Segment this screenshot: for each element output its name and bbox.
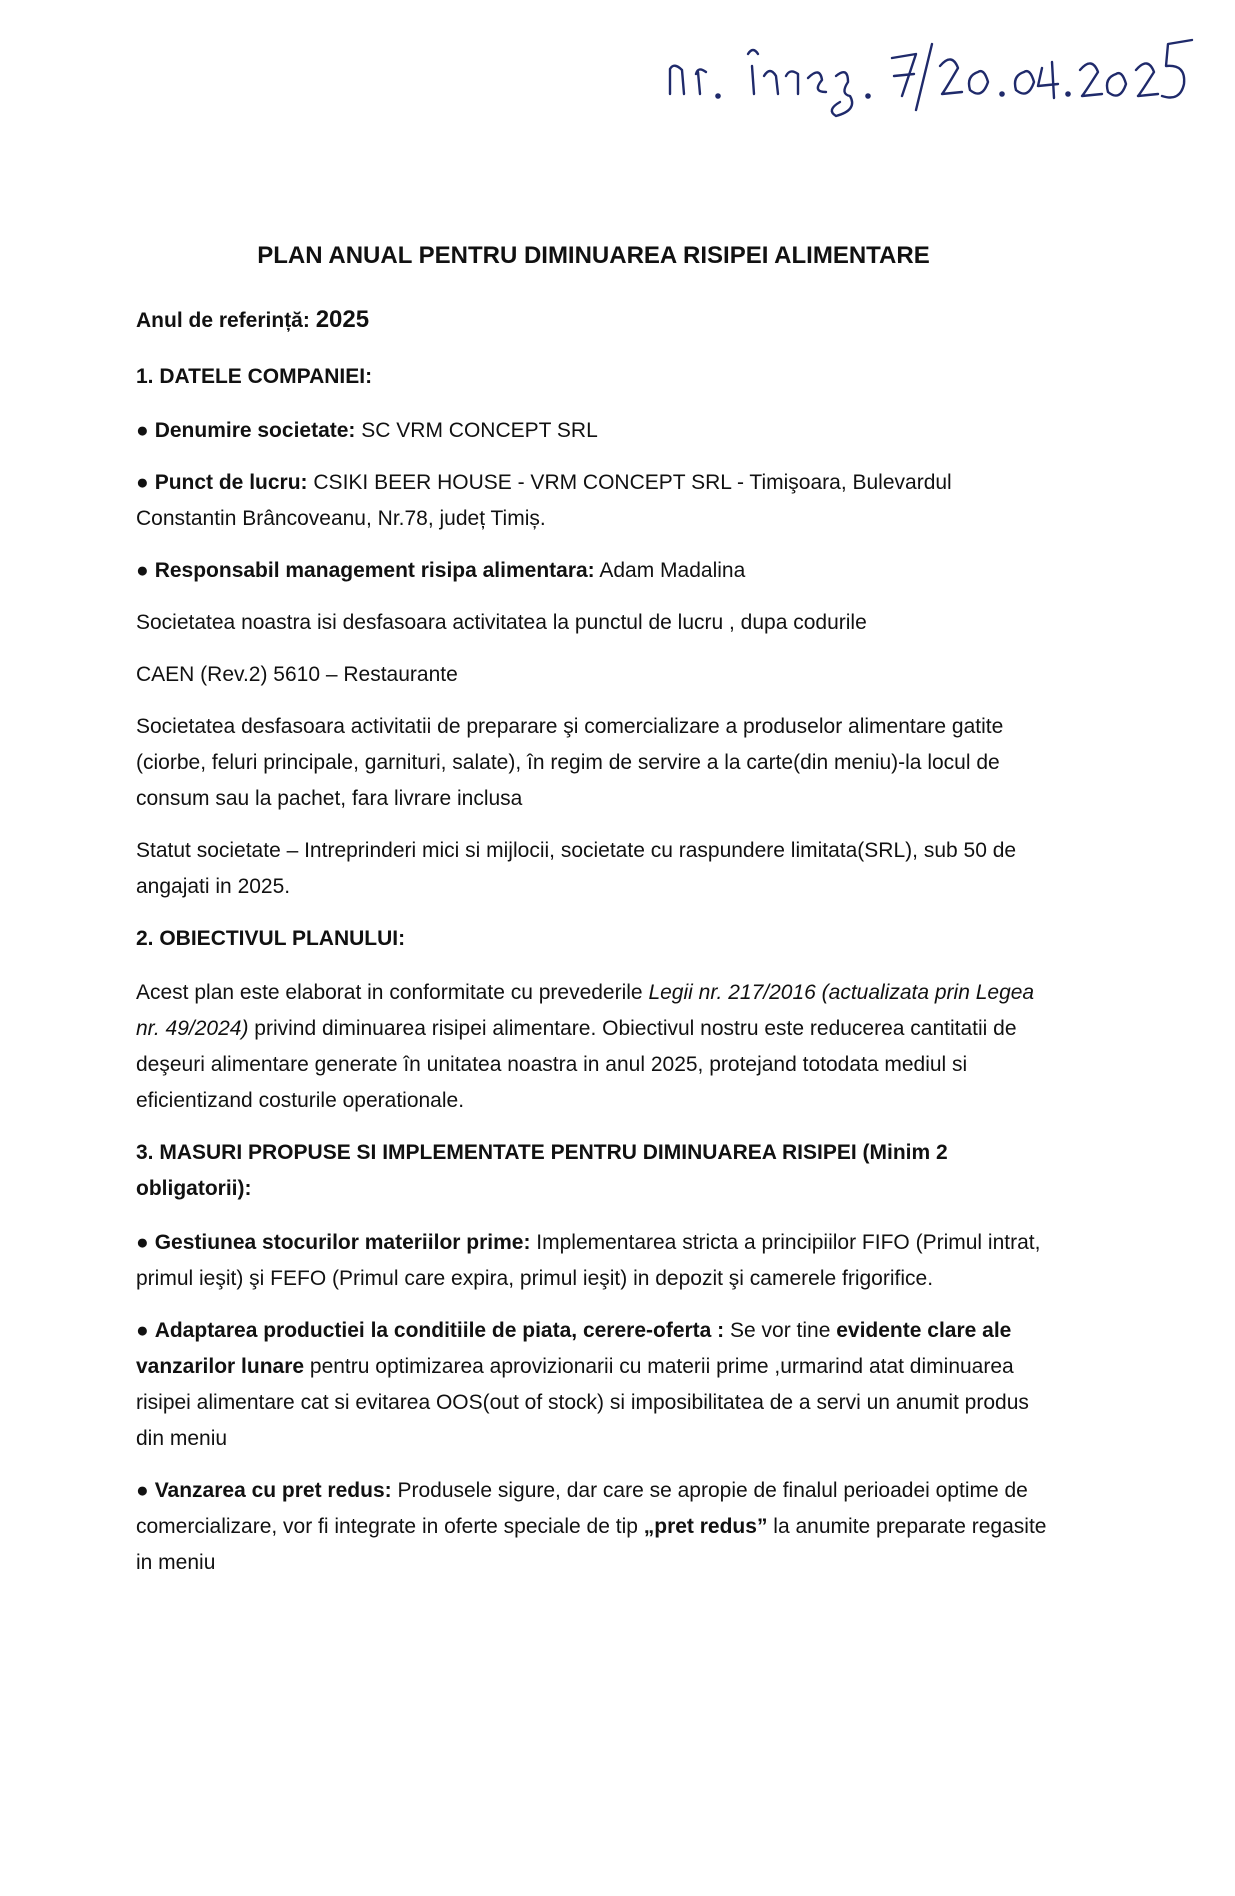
- document-body: [136, 238, 1051, 1597]
- measure-reduced-price-sale: [136, 1473, 1051, 1581]
- section-1-title: 1. DATELE COMPANIEI:: [136, 365, 373, 388]
- measure-stock-management: [136, 1225, 1051, 1297]
- handwritten-registration-note: [640, 14, 1200, 124]
- bullet-icon: ●: [136, 1319, 149, 1342]
- document-title: PLAN ANUAL PENTRU DIMINUAREA RISIPEI ALIMENTARE: [257, 242, 930, 269]
- reference-year-label: Anul de referință:: [136, 309, 310, 332]
- measure-2-text-a: Se vor tine: [724, 1319, 837, 1342]
- bullet-icon: ●: [136, 559, 149, 582]
- measure-2-emphasis: evidente clare ale vanzarilor lunare: [136, 1319, 1012, 1378]
- company-name-value: SC VRM CONCEPT SRL: [361, 419, 598, 442]
- measure-3-text-b: la anumite preparate regasite in meniu: [136, 1515, 1047, 1574]
- workplace-label: Punct de lucru:: [154, 471, 308, 494]
- measure-3-text-a: Produsele sigure, dar care se apropie de finalul perioadei optime de comercializare, vor fi integrate in oferte speciale de tip: [136, 1479, 1028, 1538]
- manager-item: [136, 553, 1051, 589]
- manager-value: Adam Madalina: [599, 559, 746, 582]
- measure-2-label: Adaptarea productiei la conditiile de piata, cerere-oferta :: [154, 1319, 725, 1342]
- company-name-label: Denumire societate:: [154, 419, 356, 442]
- objective-text-after: privind diminuarea risipei alimentare. Obiectivul nostru este reducerea cantitatii de deşeuri alimentare generate în unitatea noastra in anul 2025, protejand totodata mediul si eficientizand costurile operationale.: [136, 1017, 1017, 1112]
- plan-objective: [136, 975, 1051, 1119]
- caen-code: CAEN (Rev.2) 5610 – Restaurante: [136, 663, 458, 686]
- bullet-icon: ●: [136, 1479, 149, 1502]
- measure-1-text: Implementarea stricta a principiilor FIFO (Primul intrat, primul ieşit) şi FEFO (Primul care expira, primul ieşit) in depozit şi camerele frigorifice.: [136, 1231, 1041, 1290]
- workplace-value: CSIKI BEER HOUSE - VRM CONCEPT SRL - Timişoara, Bulevardul Constantin Brâncoveanu, Nr.78, județ Timiș.: [136, 471, 952, 530]
- objective-text-before: Acest plan este elaborat in conformitate cu prevederile: [136, 981, 649, 1004]
- manager-label: Responsabil management risipa alimentara:: [154, 559, 595, 582]
- bullet-icon: ●: [136, 471, 149, 494]
- company-status: Statut societate – Intreprinderi mici si mijlocii, societate cu raspundere limitata(SRL), sub 50 de angajati in 2025.: [136, 839, 1017, 898]
- measure-1-label: Gestiunea stocurilor materiilor prime:: [154, 1231, 531, 1254]
- reference-year-value: 2025: [315, 306, 370, 333]
- reference-year: [136, 302, 1051, 339]
- measure-3-emphasis: „pret redus”: [643, 1515, 768, 1538]
- bullet-icon: ●: [136, 1231, 149, 1254]
- activity-intro: Societatea noastra isi desfasoara activitatea la punctul de lucru , dupa codurile: [136, 611, 867, 634]
- company-name-item: [136, 413, 1051, 449]
- measure-3-label: Vanzarea cu pret redus:: [154, 1479, 392, 1502]
- law-reference: Legii nr. 217/2016 (actualizata prin Legea nr. 49/2024): [136, 981, 1035, 1040]
- measure-2-text-b: pentru optimizarea aprovizionarii cu materii prime ,urmarind atat diminuarea risipei alimentare cat si evitarea OOS(out of stock) si imposibilitatea de a servi un anumit produs din meniu: [136, 1355, 1029, 1450]
- section-3-title: 3. MASURI PROPUSE SI IMPLEMENTATE PENTRU DIMINUAREA RISIPEI (Minim 2 obligatorii):: [136, 1141, 948, 1200]
- workplace-item: [136, 465, 1051, 537]
- measure-production-adaptation: [136, 1313, 1051, 1457]
- section-2-title: 2. OBIECTIVUL PLANULUI:: [136, 927, 406, 950]
- activity-description: Societatea desfasoara activitatii de preparare şi comercializare a produselor alimentare gatite (ciorbe, feluri principale, garnituri, salate), în regim de servire a la carte(din meniu)-la locul de consum sau la pachet, fara livrare inclusa: [136, 715, 1004, 810]
- bullet-icon: ●: [136, 419, 149, 442]
